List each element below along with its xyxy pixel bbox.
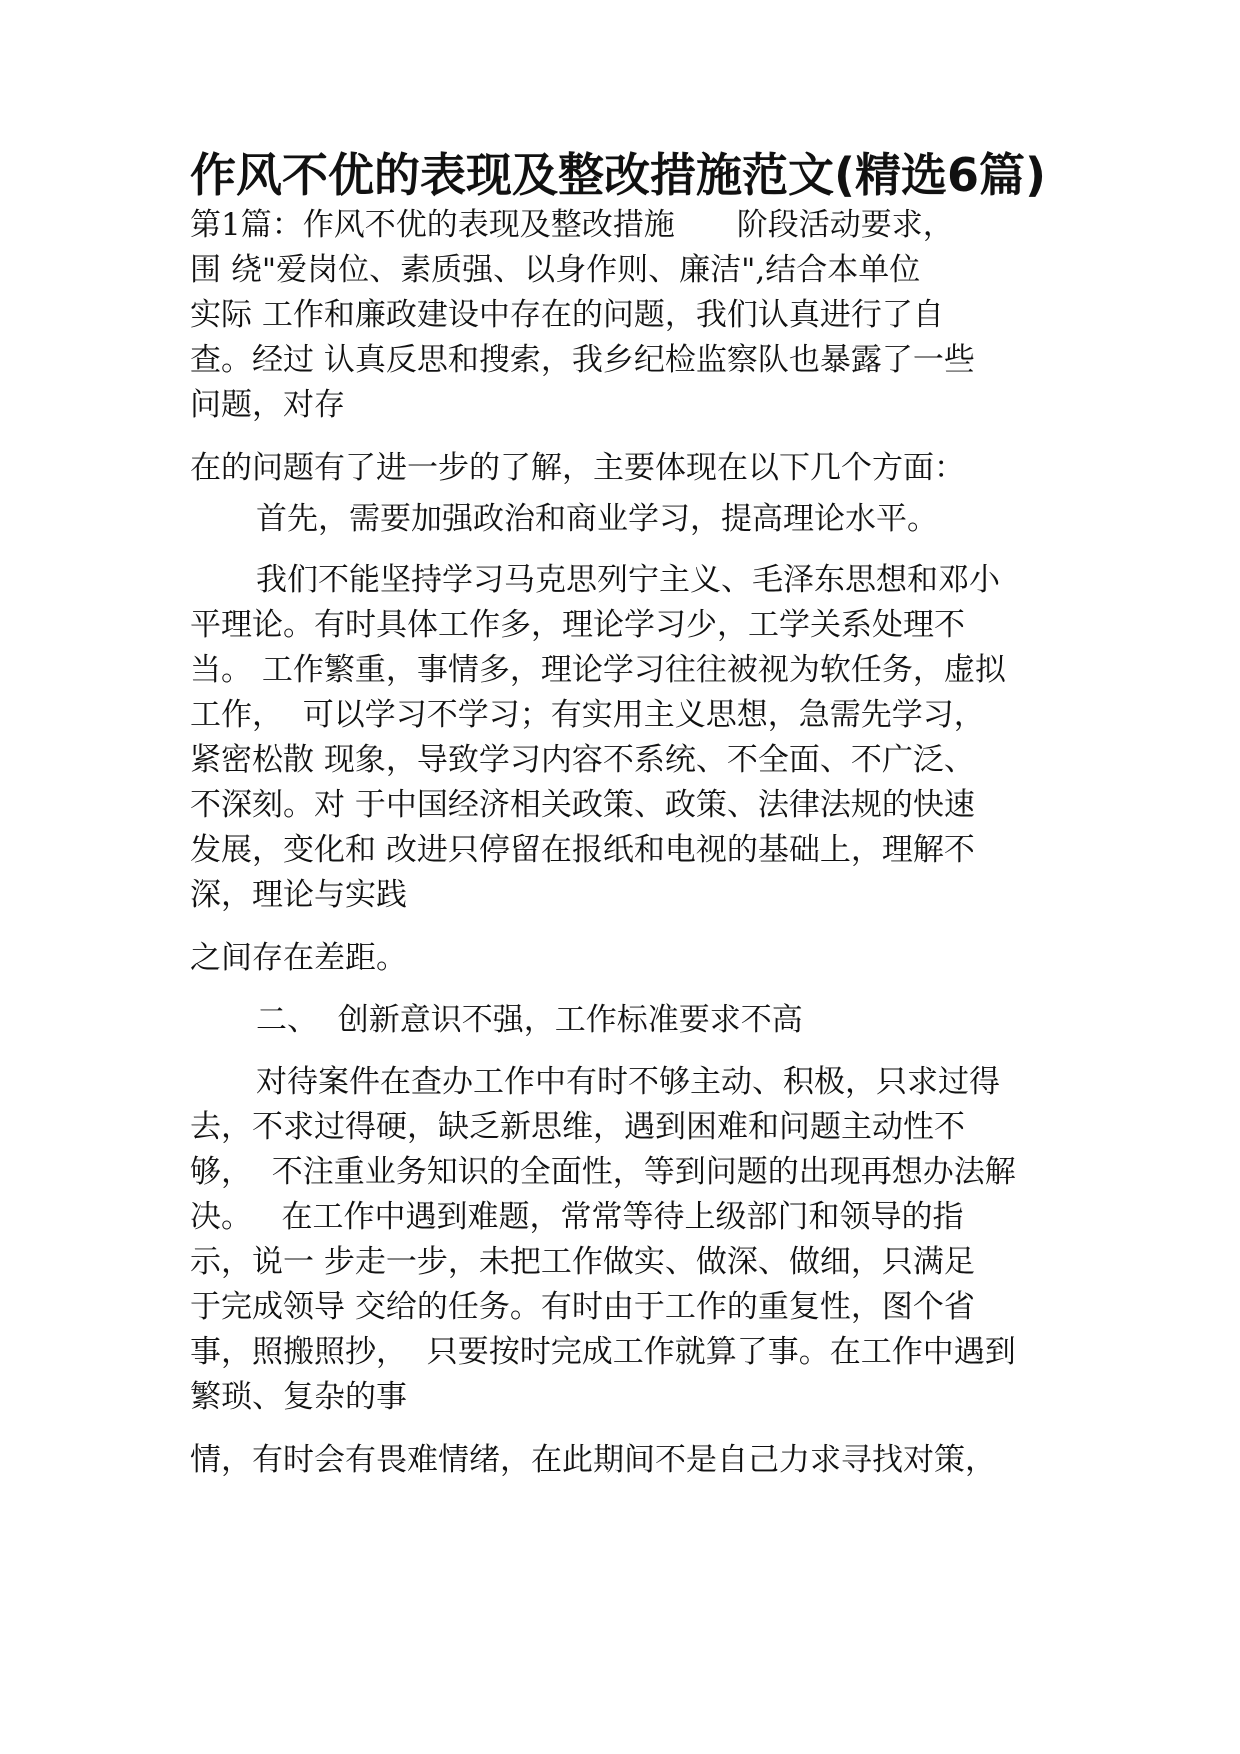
paragraph-line: 繁琐、复杂的事	[190, 1379, 407, 1415]
paragraph-line: 于完成领导 交给的任务。有时由于工作的重复性，图个省	[190, 1289, 975, 1325]
paragraph-line: 深，理论与实践	[190, 877, 407, 913]
paragraph-line: 示，说一 步走一步，未把工作做实、做深、做细，只满足	[190, 1244, 975, 1280]
paragraph-line: 工作， 可以学习不学习；有实用主义思想，急需先学习，	[190, 697, 985, 733]
paragraph-line: 查。经过 认真反思和搜索，我乡纪检监察队也暴露了一些	[190, 342, 975, 378]
paragraph-line: 去，不求过得硬，缺乏新思维，遇到困难和问题主动性不	[190, 1109, 965, 1145]
paragraph-line: 实际 工作和廉政建设中存在的问题，我们认真进行了自	[190, 297, 944, 333]
paragraph-line: 当。 工作繁重，事情多，理论学习往往被视为软任务，虚拟	[190, 652, 1006, 688]
paragraph-line: 之间存在差距。	[190, 940, 407, 976]
document-title: 作风不优的表现及整改措施范文(精选6篇)	[190, 148, 1047, 202]
paragraph-line: 我们不能坚持学习马克思列宁主义、毛泽东思想和邓小	[256, 562, 1000, 598]
paragraph-line: 首先，需要加强政治和商业学习，提高理论水平。	[256, 501, 938, 537]
section-heading: 二、 创新意识不强，工作标准要求不高	[256, 1002, 803, 1038]
paragraph-line: 紧密松散 现象，导致学习内容不系统、不全面、不广泛、	[190, 742, 975, 778]
paragraph-line: 平理论。有时具体工作多，理论学习少，工学关系处理不	[190, 607, 965, 643]
paragraph-line: 发展，变化和 改进只停留在报纸和电视的基础上，理解不	[190, 832, 975, 868]
paragraph-line: 决。 在工作中遇到难题，常常等待上级部门和领导的指	[190, 1199, 964, 1235]
paragraph-line: 在的问题有了进一步的了解，主要体现在以下几个方面：	[190, 450, 965, 486]
paragraph-line: 不深刻。对 于中国经济相关政策、政策、法律法规的快速	[190, 787, 975, 823]
paragraph-line: 事，照搬照抄， 只要按时完成工作就算了事。在工作中遇到	[190, 1334, 1016, 1370]
paragraph-line: 问题，对存	[190, 387, 345, 423]
paragraph-line: 第1篇：作风不优的表现及整改措施 阶段活动要求，	[190, 207, 954, 243]
paragraph-line: 够， 不注重业务知识的全面性，等到问题的出现再想办法解	[190, 1154, 1016, 1190]
paragraph-line: 情，有时会有畏难情绪，在此期间不是自己力求寻找对策，	[190, 1442, 996, 1478]
paragraph-line: 对待案件在查办工作中有时不够主动、积极，只求过得	[256, 1064, 1000, 1100]
paragraph-line: 围 绕"爱岗位、素质强、以身作则、廉洁",结合本单位	[190, 252, 921, 288]
